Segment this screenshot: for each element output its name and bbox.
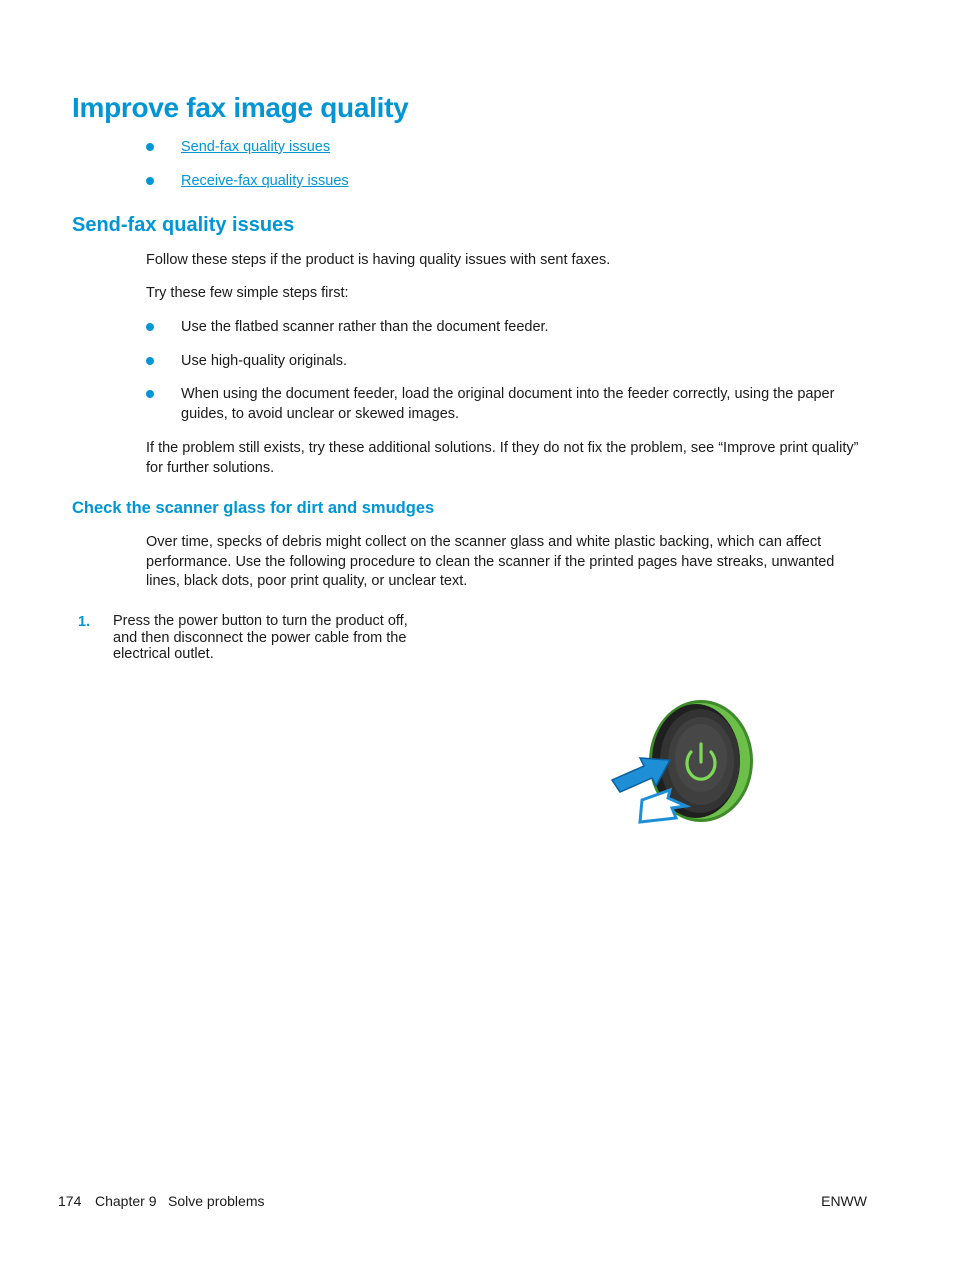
tip-item: Use high-quality originals. xyxy=(181,353,348,369)
page-title: Improve fax image quality xyxy=(72,92,409,123)
page-number: 174 xyxy=(58,1193,82,1209)
step-text: Press the power button to turn the product off, and then disconnect the power cable from the electrical outlet. xyxy=(113,613,408,662)
step-number: 1. xyxy=(78,614,91,630)
chapter-title: Solve problems xyxy=(168,1193,265,1209)
chapter-label: Chapter 9 xyxy=(95,1193,157,1209)
bullet-icon xyxy=(146,177,154,185)
bullet-icon xyxy=(146,390,154,398)
power-button-illustration xyxy=(604,694,760,828)
section-intro: Follow these steps if the product is having quality issues with sent faxes. xyxy=(146,252,611,268)
section-heading: Send-fax quality issues xyxy=(72,214,295,236)
try-first-text: Try these few simple steps first: xyxy=(146,285,349,301)
bullet-icon xyxy=(146,143,154,151)
link-send-fax-quality[interactable]: Send-fax quality issues xyxy=(181,139,331,155)
bullet-icon xyxy=(146,357,154,365)
bullet-icon xyxy=(146,323,154,331)
link-receive-fax-quality[interactable]: Receive-fax quality issues xyxy=(181,173,349,189)
footer-right-label: ENWW xyxy=(821,1193,867,1209)
additional-solutions-text: If the problem still exists, try these additional solutions. If they do not fix the problem, see “Improve print quality” for further solutions. xyxy=(146,440,859,476)
tip-item: Use the flatbed scanner rather than the document feeder. xyxy=(181,319,549,335)
subsection-heading: Check the scanner glass for dirt and smudges xyxy=(72,499,435,517)
tip-item: When using the document feeder, load the original document into the feeder correctly, using the paper guides, to avoid unclear or skewed images. xyxy=(181,386,835,422)
subsection-body: Over time, specks of debris might collect on the scanner glass and white plastic backing, which can affect performance. Use the following procedure to clean the scanner if the printed pages have streaks, unwanted lines, black dots, poor print quality, or unclear text. xyxy=(146,534,835,589)
